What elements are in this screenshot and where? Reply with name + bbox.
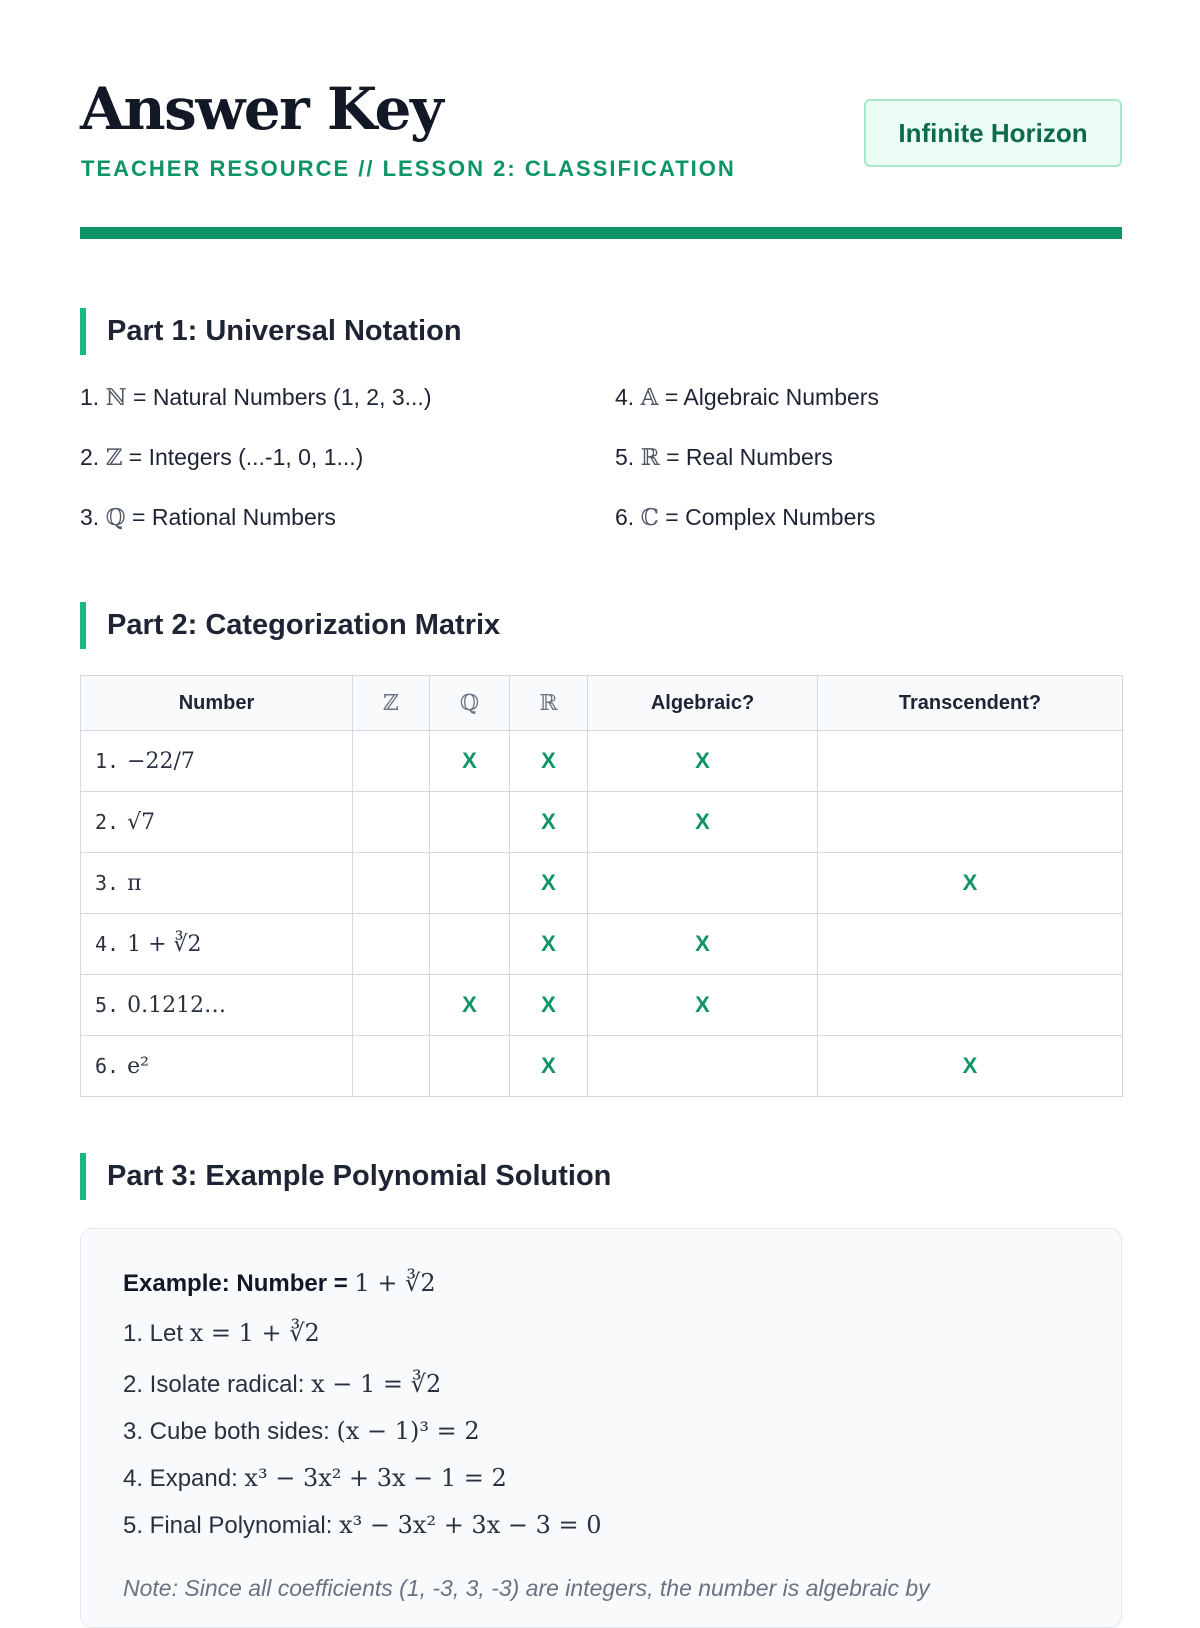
real-mark: X xyxy=(510,731,588,792)
solution-card xyxy=(80,1228,1122,1628)
step-math: x = 1 + ∛2 xyxy=(189,1319,320,1347)
column-header-transcendent: Transcendent? xyxy=(818,676,1123,731)
item-number: 4. xyxy=(615,384,635,410)
table-row xyxy=(81,914,1123,975)
number-expression: e² xyxy=(127,1053,149,1079)
algebraic-mark: X xyxy=(588,975,818,1036)
header-divider xyxy=(80,227,1122,239)
algebraic-mark xyxy=(588,853,818,914)
rational-mark: X xyxy=(430,975,510,1036)
number-cell xyxy=(81,975,353,1036)
row-number: 1. xyxy=(95,748,120,773)
step-math: x − 1 = ∛2 xyxy=(311,1370,442,1398)
integer-mark xyxy=(353,853,430,914)
row-number: 4. xyxy=(95,931,120,956)
integer-mark xyxy=(353,975,430,1036)
notation-item xyxy=(80,382,431,413)
example-label: Example: Number = xyxy=(123,1270,348,1297)
column-header-algebraic: Algebraic? xyxy=(588,676,818,731)
step-label: 5. Final Polynomial: xyxy=(123,1512,333,1539)
solution-note: Note: Since all coefficients (1, -3, 3, -3) are integers, the number is algebraic by xyxy=(123,1575,930,1601)
transcendent-mark xyxy=(818,731,1123,792)
item-number: 5. xyxy=(615,444,635,470)
real-mark: X xyxy=(510,914,588,975)
item-text: = Real Numbers xyxy=(666,444,833,470)
number-expression: 1 + ∛2 xyxy=(127,931,202,957)
column-header-reals: ℝ xyxy=(510,676,588,731)
column-header-number: Number xyxy=(81,676,353,731)
notation-item xyxy=(615,442,833,473)
set-symbol: ℕ xyxy=(105,385,127,411)
item-number: 6. xyxy=(615,504,635,530)
item-text: = Complex Numbers xyxy=(665,504,876,530)
integer-mark xyxy=(353,731,430,792)
solution-step xyxy=(123,1368,441,1401)
set-symbol: ℤ xyxy=(105,445,123,471)
solution-step xyxy=(123,1415,480,1448)
item-number: 3. xyxy=(80,504,100,530)
step-label: 3. Cube both sides: xyxy=(123,1418,330,1445)
number-cell xyxy=(81,792,353,853)
item-number: 2. xyxy=(80,444,100,470)
column-header-integers: ℤ xyxy=(353,676,430,731)
brand-badge: Infinite Horizon xyxy=(864,99,1122,167)
table-row xyxy=(81,731,1123,792)
transcendent-mark xyxy=(818,975,1123,1036)
rational-mark xyxy=(430,853,510,914)
step-label: 4. Expand: xyxy=(123,1465,238,1492)
table-row xyxy=(81,792,1123,853)
transcendent-mark xyxy=(818,792,1123,853)
table-row xyxy=(81,1036,1123,1097)
rational-mark xyxy=(430,914,510,975)
notation-item xyxy=(80,502,336,533)
example-heading xyxy=(123,1267,436,1300)
set-symbol: 𝔸 xyxy=(640,385,659,411)
integer-mark xyxy=(353,792,430,853)
set-symbol: ℚ xyxy=(105,505,126,531)
rational-mark xyxy=(430,792,510,853)
set-symbol: ℂ xyxy=(640,505,659,531)
step-math: (x − 1)³ = 2 xyxy=(336,1417,480,1445)
real-mark: X xyxy=(510,853,588,914)
number-expression: √7 xyxy=(127,809,156,835)
categorization-matrix xyxy=(80,675,1123,1097)
step-math: x³ − 3x² + 3x − 1 = 2 xyxy=(244,1464,507,1492)
solution-step xyxy=(123,1509,602,1542)
transcendent-mark: X xyxy=(818,1036,1123,1097)
algebraic-mark: X xyxy=(588,792,818,853)
number-expression: 0.1212… xyxy=(127,992,227,1018)
part2-heading: Part 2: Categorization Matrix xyxy=(80,602,500,649)
item-text: = Rational Numbers xyxy=(132,504,336,530)
step-label: 2. Isolate radical: xyxy=(123,1371,305,1398)
row-number: 3. xyxy=(95,870,120,895)
notation-item xyxy=(615,382,879,413)
column-header-rationals: ℚ xyxy=(430,676,510,731)
algebraic-mark xyxy=(588,1036,818,1097)
matrix-header-row xyxy=(81,676,1123,731)
page-subtitle: TEACHER RESOURCE // LESSON 2: CLASSIFICATION xyxy=(81,156,736,181)
row-number: 2. xyxy=(95,809,120,834)
rational-mark xyxy=(430,1036,510,1097)
set-symbol: ℝ xyxy=(640,445,660,471)
integer-mark xyxy=(353,1036,430,1097)
real-mark: X xyxy=(510,792,588,853)
real-mark: X xyxy=(510,1036,588,1097)
part3-heading: Part 3: Example Polynomial Solution xyxy=(80,1153,611,1200)
table-row xyxy=(81,975,1123,1036)
part1-heading: Part 1: Universal Notation xyxy=(80,308,462,355)
page-title: Answer Key xyxy=(80,75,443,143)
transcendent-mark: X xyxy=(818,853,1123,914)
rational-mark: X xyxy=(430,731,510,792)
row-number: 6. xyxy=(95,1053,120,1078)
step-math: x³ − 3x² + 3x − 3 = 0 xyxy=(339,1511,602,1539)
algebraic-mark: X xyxy=(588,731,818,792)
number-cell xyxy=(81,914,353,975)
notation-item xyxy=(80,442,363,473)
number-cell xyxy=(81,731,353,792)
transcendent-mark xyxy=(818,914,1123,975)
number-expression: −22/7 xyxy=(127,748,195,774)
solution-step xyxy=(123,1317,320,1350)
real-mark: X xyxy=(510,975,588,1036)
example-value: 1 + ∛2 xyxy=(354,1269,436,1297)
item-text: = Algebraic Numbers xyxy=(664,384,879,410)
algebraic-mark: X xyxy=(588,914,818,975)
item-number: 1. xyxy=(80,384,100,410)
integer-mark xyxy=(353,914,430,975)
row-number: 5. xyxy=(95,992,120,1017)
step-label: 1. Let xyxy=(123,1320,184,1347)
item-text: = Integers (...-1, 0, 1...) xyxy=(128,444,364,470)
number-cell xyxy=(81,1036,353,1097)
number-cell xyxy=(81,853,353,914)
table-row xyxy=(81,853,1123,914)
item-text: = Natural Numbers (1, 2, 3...) xyxy=(133,384,432,410)
notation-item xyxy=(615,502,876,533)
solution-step xyxy=(123,1462,507,1495)
number-expression: π xyxy=(127,870,142,896)
